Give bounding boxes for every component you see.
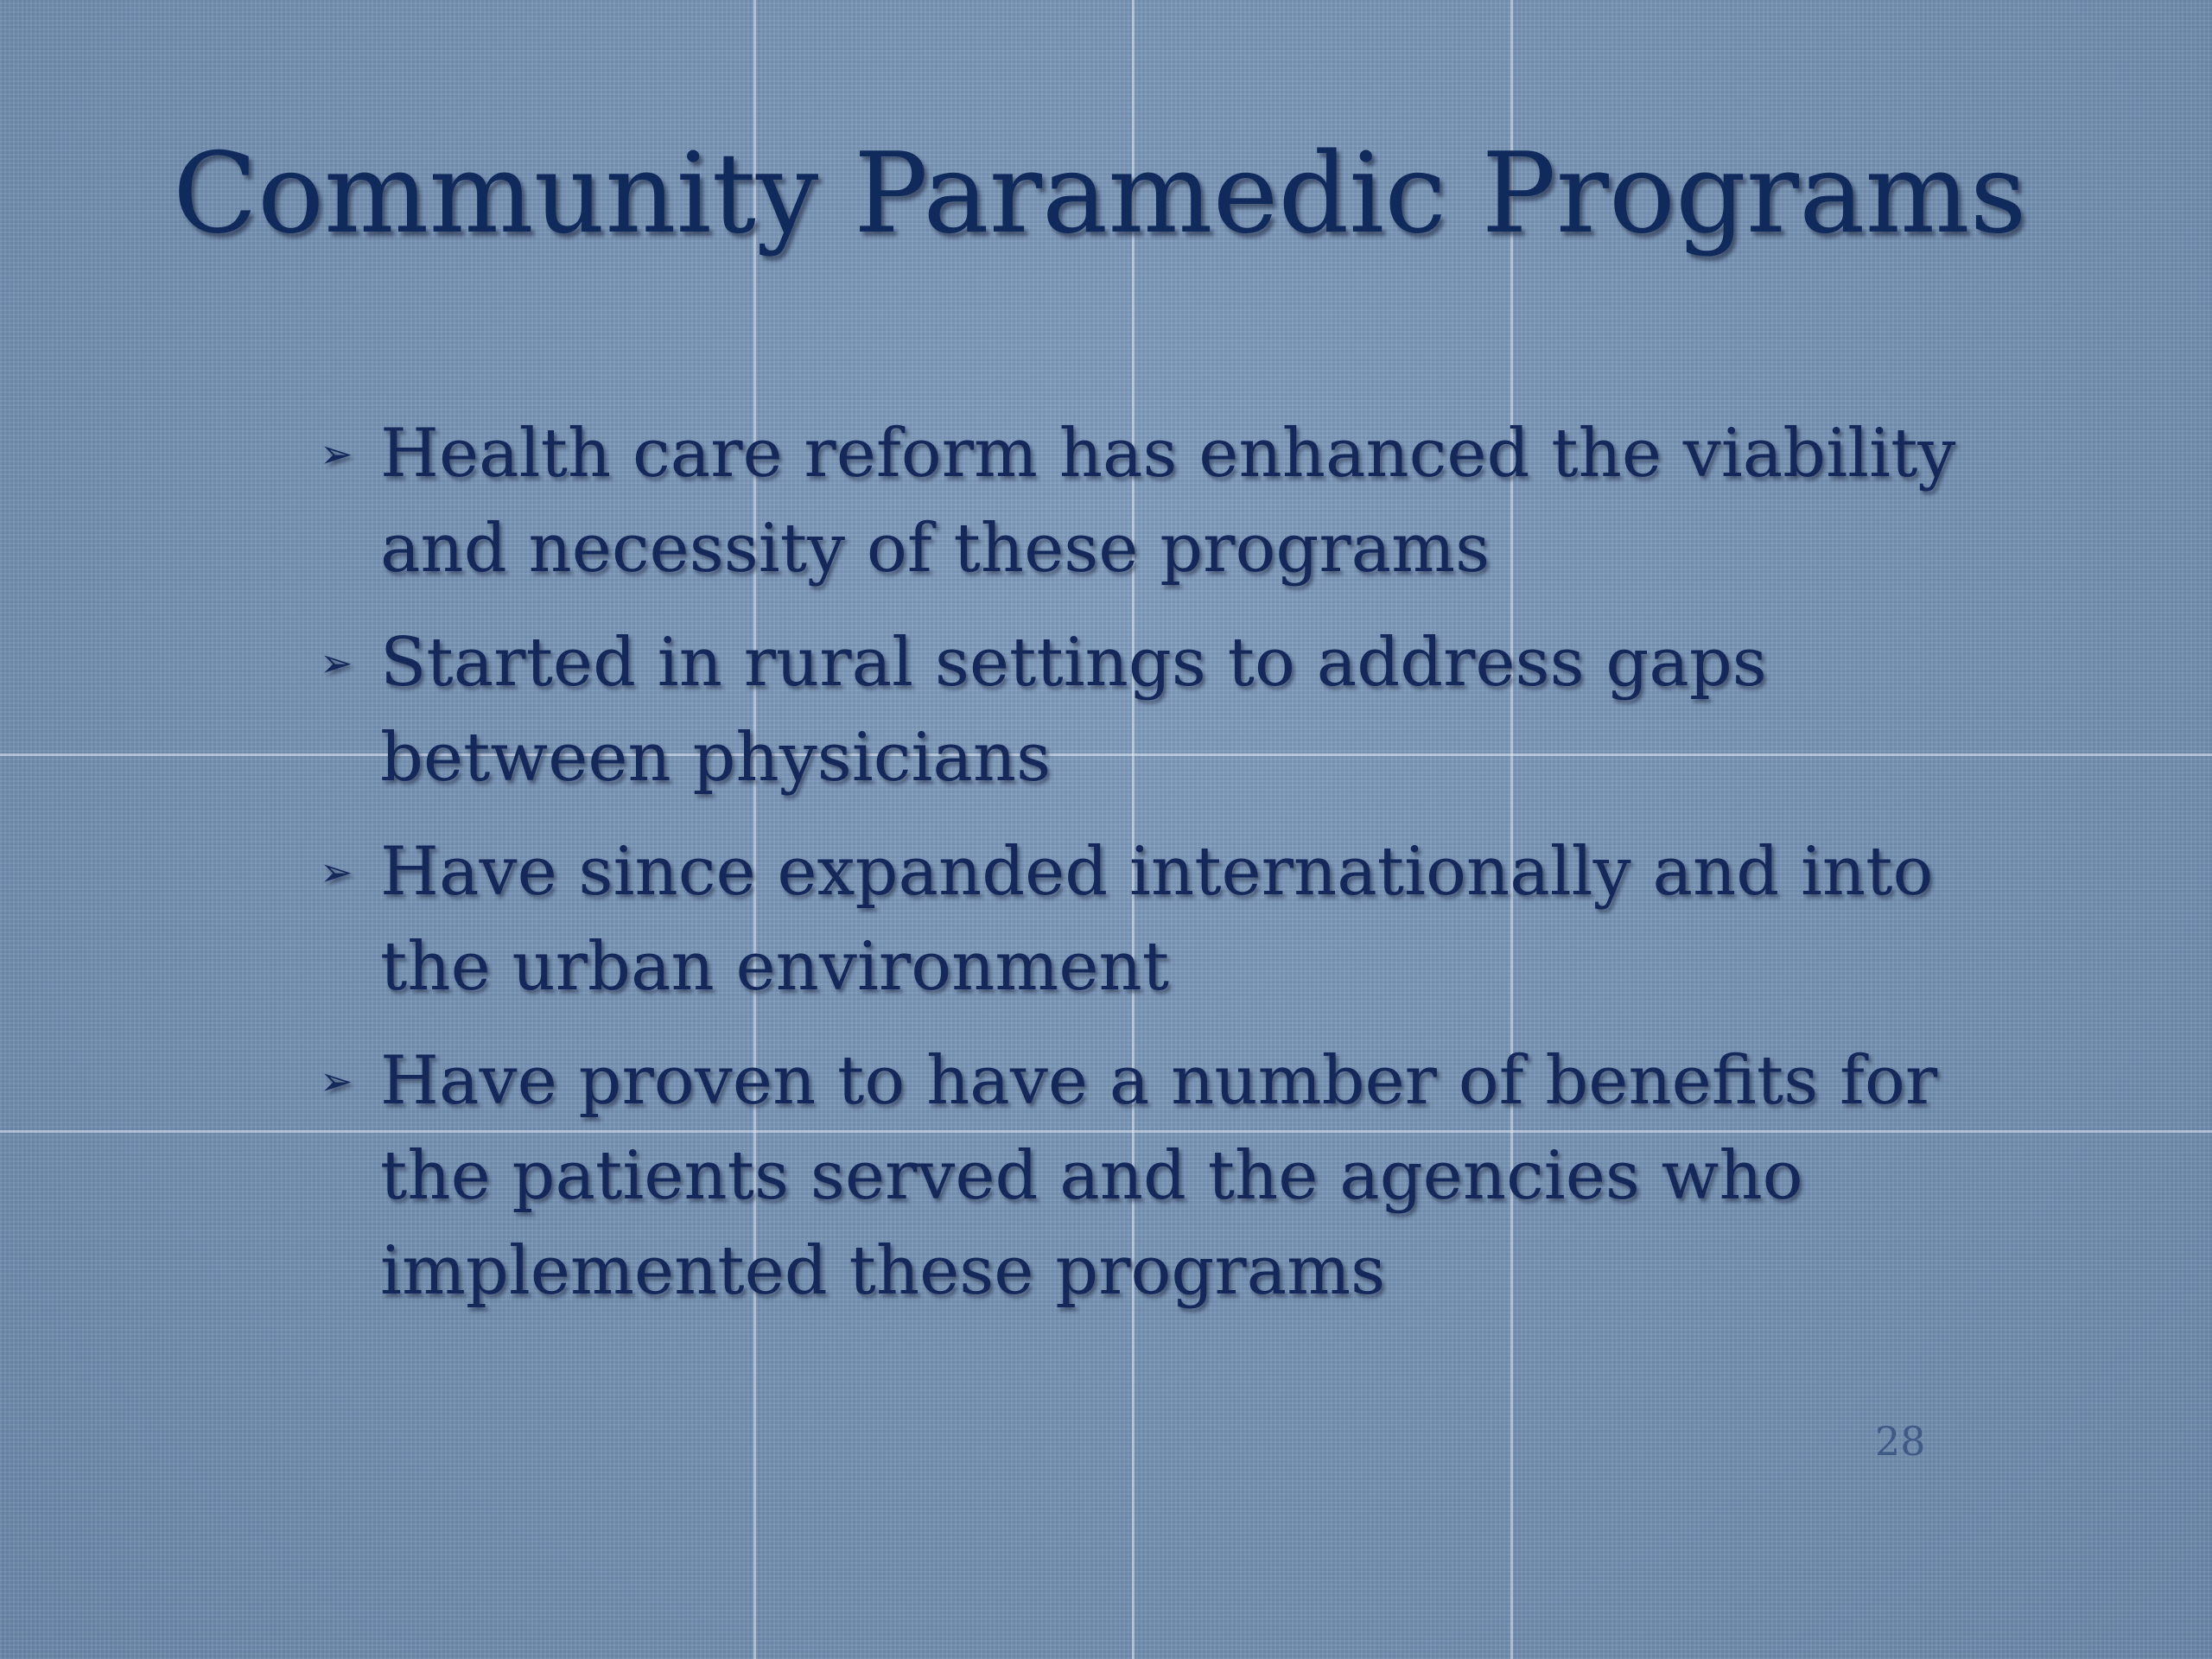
arrow-bullet-icon: ➢ [320,1058,353,1104]
arrow-bullet-icon: ➢ [320,430,353,477]
bullet-text: Started in rural settings to address gaps between physicians [380,624,1767,797]
page-number: 28 [1875,1418,1926,1465]
bullet-text: Health care reform has enhanced the viability and necessity of these programs [380,415,1956,588]
bullet-item [320,824,2013,1014]
arrow-bullet-icon: ➢ [320,849,353,895]
bullet-item [320,615,2013,805]
arrow-bullet-icon: ➢ [320,639,353,686]
bullet-item [320,1033,2013,1319]
bullet-item [320,406,2013,596]
slide-title: Community Paramedic Programs [173,130,2027,258]
bullet-text: Have since expanded internationally and into the urban environment [380,833,1934,1006]
bullet-list [320,406,2013,1338]
bullet-text: Have proven to have a number of benefits for the patients served and the agencies who implemented these programs [380,1042,1938,1310]
